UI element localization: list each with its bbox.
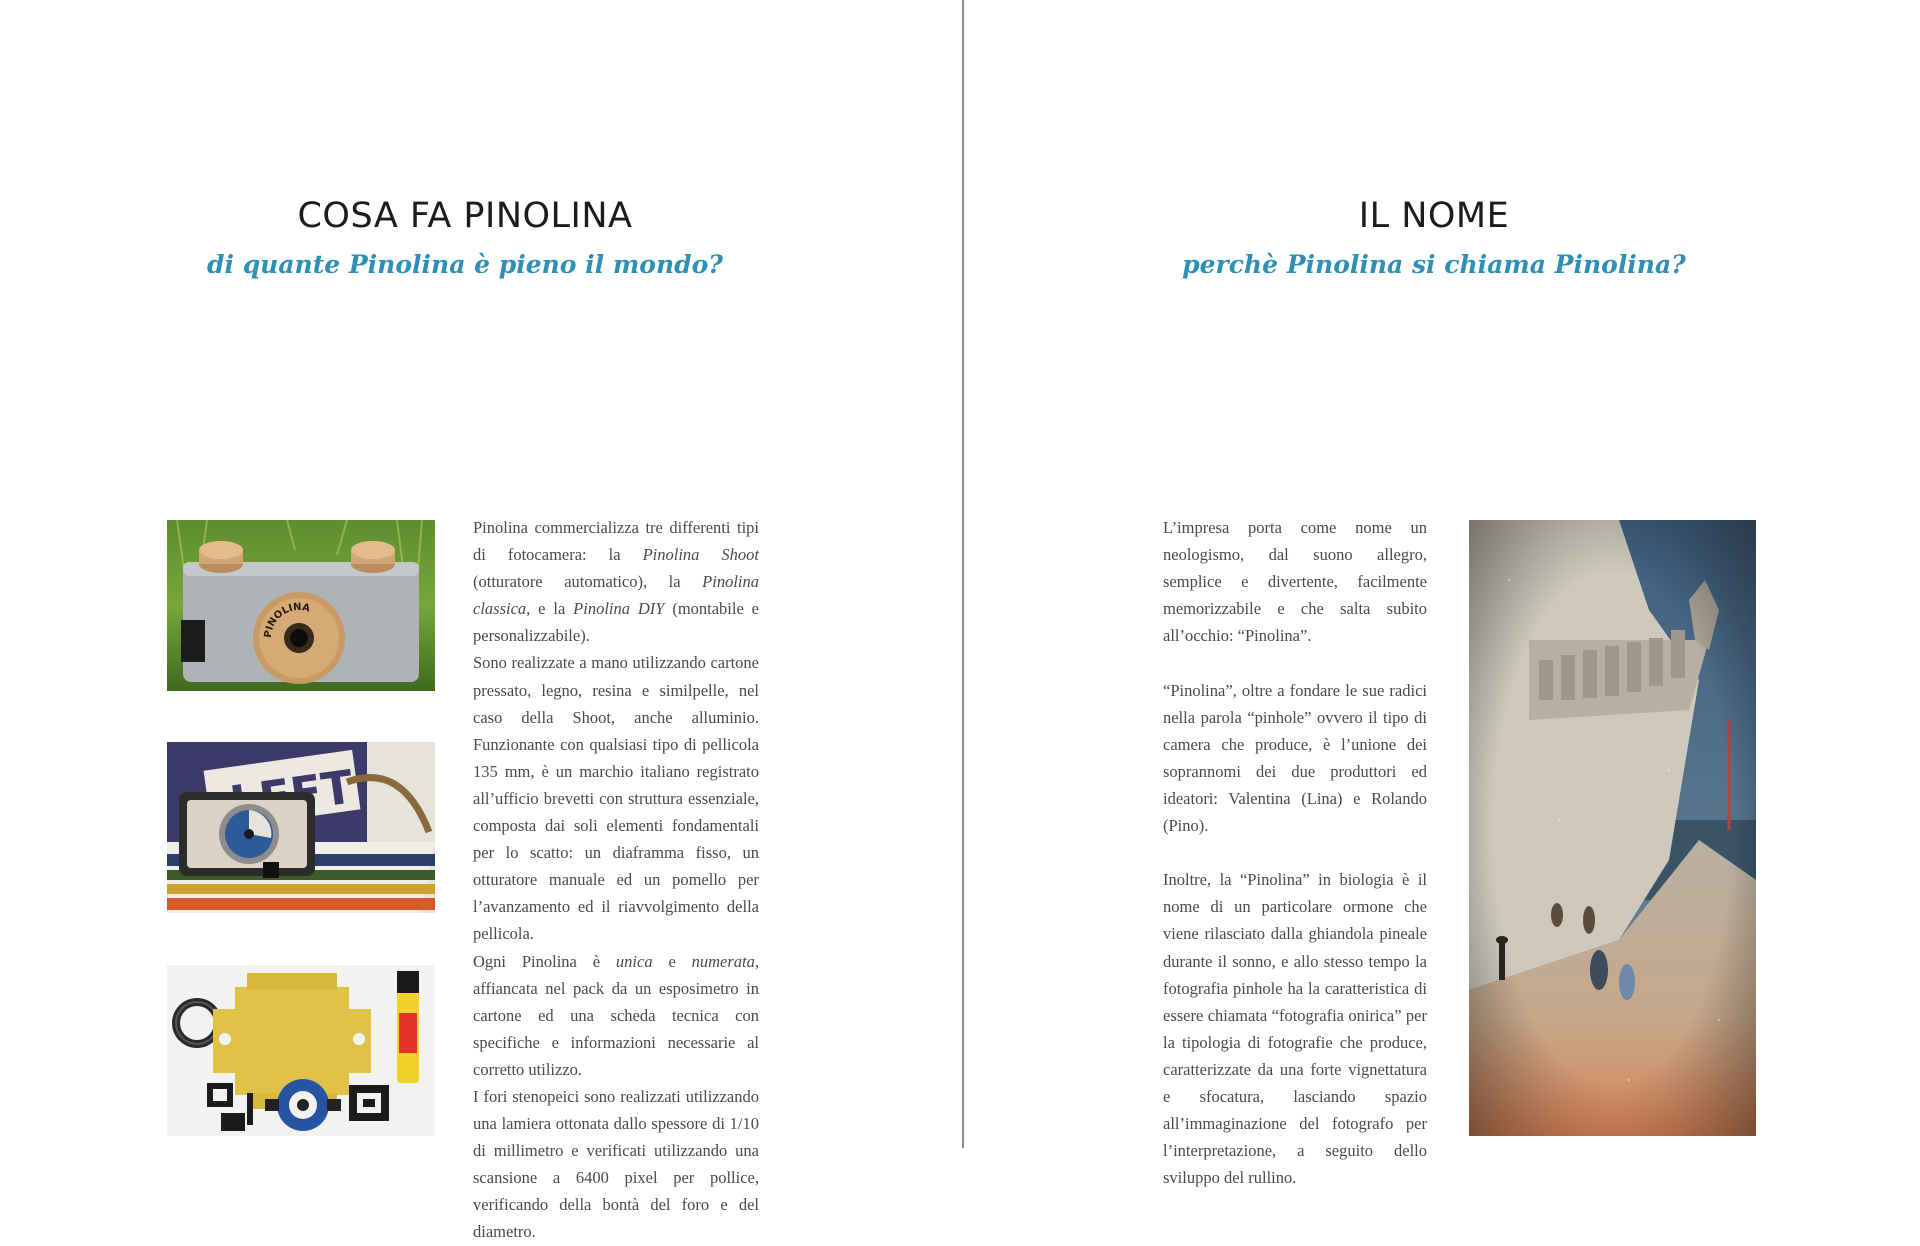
pinhole-monument-illustration xyxy=(1469,520,1756,1136)
emphasis-pinolina-shoot: Pinolina Shoot xyxy=(642,545,760,565)
left-page-subtitle: di quante Pinolina è pieno il mondo? xyxy=(207,250,723,279)
text-run: e xyxy=(652,951,692,971)
text-run: , e la xyxy=(526,599,574,619)
text-run: (montabile e personalizzabile). xyxy=(473,599,759,646)
paragraph-camera-types xyxy=(473,514,759,649)
right-body-text xyxy=(1163,514,1427,1191)
emphasis-pinolina-classica: Pinolina classica xyxy=(473,572,759,619)
paragraph-unique-numbered xyxy=(473,948,759,1083)
text-run: , affiancata nel pack da un esposimetro in cartone ed una scheda tecnica con specifiche e informazioni necessarie al corretto utilizzo. xyxy=(473,951,759,1079)
photo-pinolina-camera xyxy=(167,520,435,691)
paragraph-pinhole-origin: “Pinolina”, oltre a fondare le sue radici nella parola “pinhole” ovvero il tipo di camera che produce, è l’unione dei soprannomi dei due produttori ed ideatori: Valentina (Lina) e Rolando (Pino). xyxy=(1163,680,1427,836)
camera-logo-text: PINOLINA xyxy=(262,601,311,639)
paragraph-biology: Inoltre, la “Pinolina” in biologia è il nome di un particolare ormone che viene rilasciato dalla ghiandola pineale durante il sonno, e allo stesso tempo la fotografia pinhole ha la caratteristica di essere chiamata “fotografia onirica” per la tipologia di fotografie che produce, caratterizzate da una forte vignettatura e sfocatura, lasciando spazio all’immaginazione del fotografo per l’interpretazione, a seguito dello sviluppo del rullino. xyxy=(1163,870,1427,1188)
basket-photo-illustration xyxy=(167,742,435,913)
left-page xyxy=(0,0,962,1242)
camera-photo-illustration xyxy=(167,520,435,691)
photo-pinhole-monument xyxy=(1469,520,1756,1136)
emphasis-unica: unica xyxy=(615,951,653,971)
photo-pinolina-diy-kit xyxy=(167,965,435,1136)
paragraph-materials: Sono realizzate a mano utilizzando cartone pressato, legno, resina e similpelle, nel caso della Shoot, anche alluminio. Funzionante con qualsiasi tipo di pellicola 135 mm, è un marchio italiano registrato all’ufficio brevetti con struttura essenziale, composta dai soli elementi fondamentali per lo scatto: un diaframma fisso, un otturatore manuale ed un pomello per l’avanzamento ed il riavvolgimento della pellicola. xyxy=(473,653,759,944)
right-page xyxy=(964,0,1920,1188)
left-page-title: COSA FA PINOLINA xyxy=(297,196,633,236)
text-run: Ogni Pinolina è xyxy=(473,951,616,971)
photo-pinolina-basket xyxy=(167,742,435,913)
emphasis-pinolina-diy: Pinolina DIY xyxy=(573,599,665,619)
right-page-title: IL NOME xyxy=(1358,196,1510,236)
paragraph-pinholes: I fori stenopeici sono realizzati utilizzando una lamiera ottonata dallo spessore di 1/10 di millimetro e verificati utilizzando una scansione a 6400 pixel per pollice, verificando della bontà del foro e del diametro. xyxy=(473,1086,759,1242)
emphasis-numerata: numerata xyxy=(691,951,755,971)
text-run: (otturatore automatico), la xyxy=(473,572,703,592)
left-body-text xyxy=(473,514,759,1246)
paragraph-neologism: L’impresa porta come nome un neologismo, dal suono allegro, semplice e divertente, facilmente memorizzabile e che salta subito all’occhio: “Pinolina”. xyxy=(1163,518,1427,646)
diy-kit-illustration xyxy=(167,965,435,1136)
right-page-subtitle: perchè Pinolina si chiama Pinolina? xyxy=(1182,250,1686,279)
text-run: Pinolina commercializza tre differenti tipi di fotocamera: la xyxy=(473,518,759,565)
